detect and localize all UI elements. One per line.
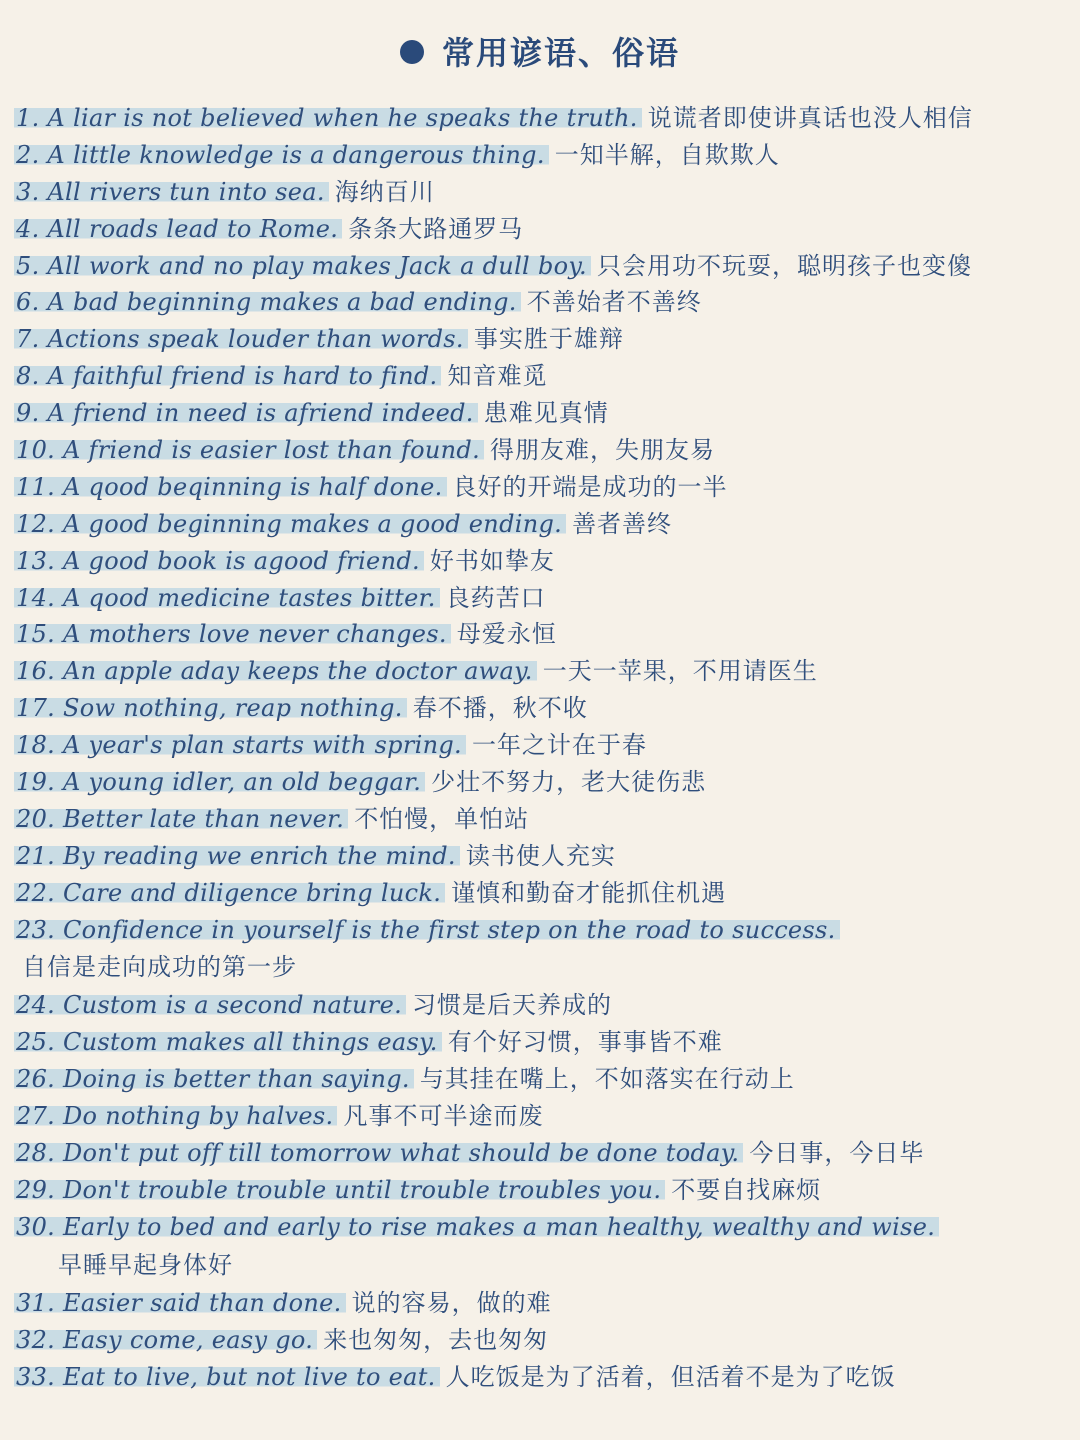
- proverb-chinese: 谨慎和勤奋才能抓住机遇: [451, 878, 727, 907]
- proverb-chinese: 习惯是后天养成的: [412, 991, 613, 1020]
- proverb-row: [14, 358, 1070, 395]
- proverb-english: 9. A friend in need is afriend indeed.: [14, 399, 478, 427]
- proverb-row: [14, 1135, 1070, 1172]
- proverb-chinese: 自信是走向成功的第一步: [22, 953, 297, 982]
- proverb-english: 26. Doing is better than saying.: [14, 1065, 414, 1093]
- proverb-english: 32. Easy come, easy go.: [14, 1326, 317, 1354]
- proverb-english: 23. Confidence in yourself is the first step on the road to success.: [14, 916, 840, 944]
- proverb-row: [14, 321, 1070, 358]
- proverb-row: [14, 1359, 1070, 1396]
- proverb-row: [14, 395, 1070, 432]
- proverb-chinese: 来也匆匆，去也匆匆: [323, 1325, 549, 1354]
- proverb-row: [14, 469, 1070, 506]
- proverb-chinese: 事实胜于雄辩: [473, 325, 624, 354]
- proverb-chinese: 知音难觅: [447, 362, 548, 391]
- proverb-english: 17. Sow nothing, reap nothing.: [14, 694, 407, 722]
- proverb-english: 8. A faithful friend is hard to find.: [14, 362, 441, 390]
- proverb-row: [14, 727, 1070, 764]
- proverb-english: 12. A good beginning makes a good ending.: [14, 510, 566, 538]
- bullet-dot-icon: [400, 40, 424, 64]
- proverb-chinese: 有个好习惯，事事皆不难: [447, 1028, 723, 1057]
- proverb-row: [14, 690, 1070, 727]
- proverb-english: 2. A little knowledge is a dangerous thing.: [14, 141, 549, 169]
- proverb-chinese: 一年之计在于春: [471, 731, 647, 760]
- proverb-english: 21. By reading we enrich the mind.: [14, 842, 460, 870]
- proverb-row: [14, 580, 1070, 617]
- proverb-chinese: 一知半解，自欺欺人: [554, 140, 780, 169]
- proverb-row: [14, 432, 1070, 469]
- proverb-english: 15. A mothers love never changes.: [14, 620, 451, 648]
- proverb-english: 27. Do nothing by halves.: [14, 1102, 337, 1130]
- proverb-chinese: 说的容易，做的难: [351, 1288, 552, 1317]
- page-title-text: 常用谚语、俗语: [441, 34, 680, 72]
- proverb-english: 11. A qood beqinning is half done.: [14, 473, 447, 501]
- proverb-row: [14, 137, 1070, 174]
- proverb-row: [14, 1322, 1070, 1359]
- proverb-row: [14, 987, 1070, 1024]
- proverb-chinese: 与其挂在嘴上，不如落实在行动上: [419, 1065, 795, 1094]
- proverb-english: 18. A year's plan starts with spring.: [14, 731, 466, 759]
- proverb-row: [14, 211, 1070, 248]
- proverb-chinese: 条条大路通罗马: [348, 214, 524, 243]
- proverb-english: 13. A good book is agood friend.: [14, 547, 424, 575]
- proverb-english: 14. A qood medicine tastes bitter.: [14, 584, 440, 612]
- proverb-list: [14, 100, 1070, 1395]
- proverb-row: [14, 653, 1070, 690]
- proverb-chinese: 不怕慢，单怕站: [354, 804, 530, 833]
- proverb-english: 30. Early to bed and early to rise makes a man healthy, wealthy and wise.: [14, 1213, 939, 1241]
- proverb-row: [14, 1098, 1070, 1135]
- proverb-chinese: 不要自找麻烦: [671, 1175, 822, 1204]
- proverb-row: [14, 284, 1070, 321]
- proverb-row: [14, 912, 1070, 949]
- proverb-row: [14, 875, 1070, 912]
- proverb-chinese: 良药苦口: [445, 583, 546, 612]
- proverb-english: 28. Don't put off till tomorrow what should be done today.: [14, 1139, 743, 1167]
- proverb-english: 16. An apple aday keeps the doctor away.: [14, 657, 537, 685]
- proverb-chinese: 得朋友难，失朋友易: [490, 436, 716, 465]
- proverb-row: [14, 1061, 1070, 1098]
- proverb-row: [14, 543, 1070, 580]
- proverb-chinese: 一天一苹果，不用请医生: [542, 657, 818, 686]
- proverb-chinese: 患难见真情: [483, 399, 609, 428]
- proverb-english: 1. A liar is not believed when he speaks the truth.: [14, 104, 642, 132]
- proverb-english: 31. Easier said than done.: [14, 1289, 346, 1317]
- proverb-chinese: 今日事，今日毕: [749, 1139, 925, 1168]
- proverb-row-continuation: [14, 948, 1070, 987]
- proverb-english: 25. Custom makes all things easy.: [14, 1028, 442, 1056]
- proverb-english: 33. Eat to live, but not live to eat.: [14, 1363, 440, 1391]
- proverb-row: [14, 1024, 1070, 1061]
- page-title: [0, 28, 1080, 74]
- proverb-row: [14, 100, 1070, 137]
- proverb-english: 24. Custom is a second nature.: [14, 991, 406, 1019]
- proverb-english: 6. A bad beginning makes a bad ending.: [14, 288, 521, 316]
- proverb-chinese: 少壮不努力，老大徒伤悲: [431, 768, 707, 797]
- proverb-english: 4. All roads lead to Rome.: [14, 215, 342, 243]
- proverb-chinese: 说谎者即使讲真话也没人相信: [647, 104, 973, 132]
- proverb-chinese: 好书如挚友: [429, 546, 555, 575]
- proverb-row: [14, 506, 1070, 543]
- proverb-chinese: 读书使人充实: [465, 841, 616, 870]
- proverb-english: 22. Care and diligence bring luck.: [14, 879, 445, 907]
- proverb-row: [14, 616, 1070, 653]
- proverb-row: [14, 764, 1070, 801]
- proverb-row: [14, 248, 1070, 285]
- proverb-row: [14, 1172, 1070, 1209]
- proverb-chinese: 不善始者不善终: [526, 288, 702, 317]
- proverb-chinese: 母爱永恒: [456, 620, 557, 649]
- proverb-chinese: 善者善终: [572, 509, 673, 538]
- proverb-chinese: 只会用功不玩耍，聪明孩子也变傻: [596, 251, 972, 280]
- proverb-english: 7. Actions speak louder than words.: [14, 325, 468, 353]
- proverb-chinese: 海纳百川: [334, 177, 435, 206]
- proverb-english: 3. All rivers tun into sea.: [14, 178, 329, 206]
- proverb-row-continuation: [14, 1246, 1070, 1285]
- proverb-chinese: 早睡早起身体好: [58, 1250, 233, 1279]
- proverb-english: 19. A young idler, an old beggar.: [14, 768, 425, 796]
- proverb-chinese: 凡事不可半途而废: [343, 1102, 544, 1131]
- proverb-row: [14, 801, 1070, 838]
- proverb-english: 5. All work and no play makes Jack a dull boy.: [14, 252, 591, 280]
- proverb-chinese: 春不播，秋不收: [412, 694, 588, 723]
- proverb-english: 10. A friend is easier lost than found.: [14, 436, 484, 464]
- proverb-row: [14, 174, 1070, 211]
- proverb-row: [14, 1209, 1070, 1246]
- proverb-row: [14, 1285, 1070, 1322]
- proverb-chinese: 人吃饭是为了活着，但活着不是为了吃饭: [445, 1362, 896, 1391]
- proverb-english: 29. Don't trouble trouble until trouble troubles you.: [14, 1176, 665, 1204]
- proverb-chinese: 良好的开端是成功的一半: [452, 472, 728, 501]
- proverb-english: 20. Better late than never.: [14, 805, 348, 833]
- proverb-row: [14, 838, 1070, 875]
